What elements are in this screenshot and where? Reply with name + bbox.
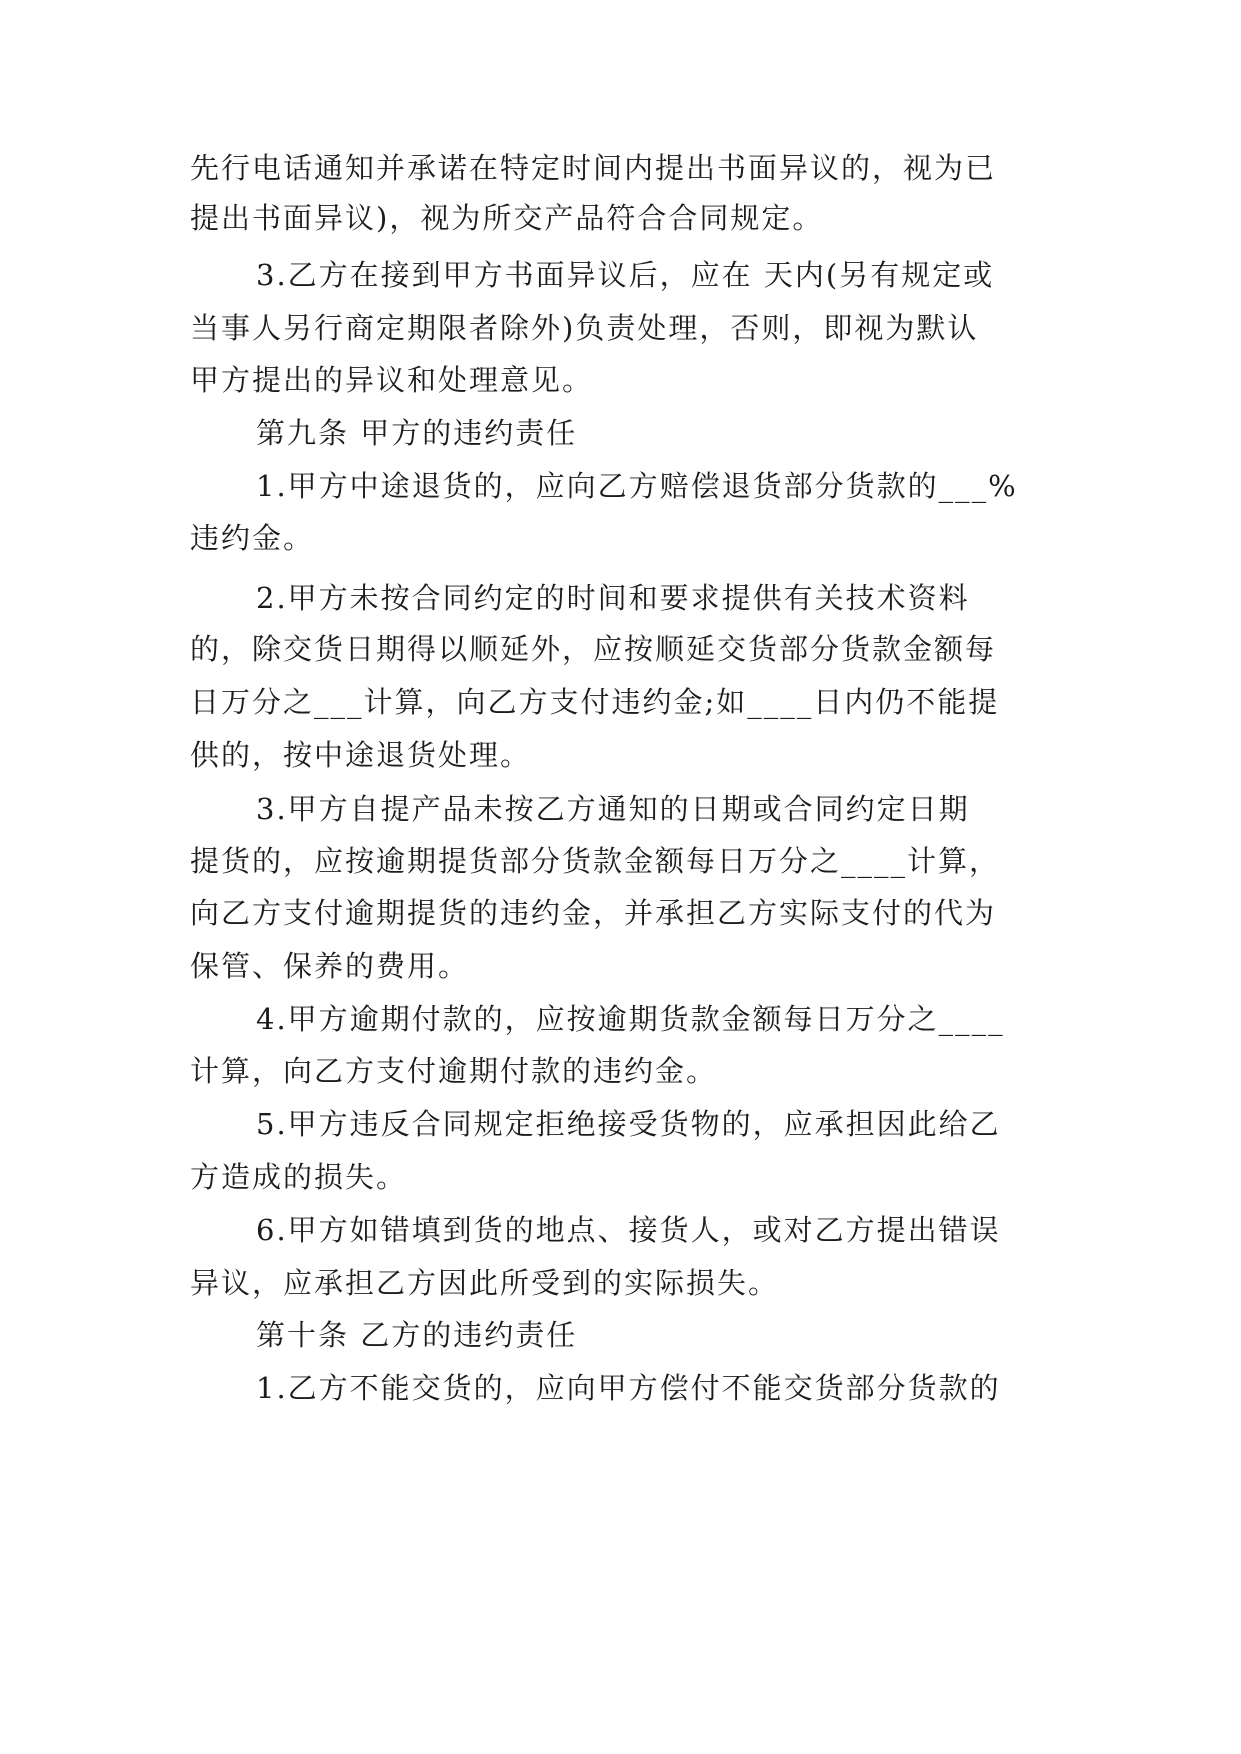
text-line: 4.甲方逾期付款的，应按逾期货款金额每日万分之____ [256, 1002, 1005, 1036]
text-line: 3.乙方在接到甲方书面异议后，应在 天内(另有规定或 [256, 258, 995, 292]
text-line: 方造成的损失。 [190, 1160, 408, 1194]
text-line: 日万分之___计算，向乙方支付违约金;如____日内仍不能提 [190, 685, 1000, 719]
text-line: 2.甲方未按合同约定的时间和要求提供有关技术资料 [256, 581, 970, 615]
text-line: 1.乙方不能交货的，应向甲方偿付不能交货部分货款的 [256, 1371, 1001, 1405]
text-line: 保管、保养的费用。 [190, 949, 470, 983]
text-line: 5.甲方违反合同规定拒绝接受货物的，应承担因此给乙 [256, 1107, 1001, 1141]
section-heading: 第十条 乙方的违约责任 [256, 1318, 578, 1352]
text-line: 提货的，应按逾期提货部分货款金额每日万分之____计算， [190, 844, 1001, 878]
text-line: 供的，按中途退货处理。 [190, 738, 532, 772]
section-heading: 第九条 甲方的违约责任 [256, 416, 578, 450]
text-line: 当事人另行商定期限者除外)负责处理，否则，即视为默认 [190, 311, 979, 345]
text-line: 3.甲方自提产品未按乙方通知的日期或合同约定日期 [256, 792, 970, 826]
text-line: 计算，向乙方支付逾期付款的违约金。 [190, 1054, 718, 1088]
text-line: 1.甲方中途退货的，应向乙方赔偿退货部分货款的___% [256, 469, 1018, 503]
text-line: 6.甲方如错填到货的地点、接货人，或对乙方提出错误 [256, 1213, 1001, 1247]
text-line: 先行电话通知并承诺在特定时间内提出书面异议的，视为已 [190, 151, 997, 185]
text-line: 提出书面异议)，视为所交产品符合合同规定。 [190, 201, 824, 235]
text-line: 异议，应承担乙方因此所受到的实际损失。 [190, 1266, 780, 1300]
text-line: 向乙方支付逾期提货的违约金，并承担乙方实际支付的代为 [190, 896, 997, 930]
text-line: 违约金。 [190, 521, 315, 555]
text-line: 甲方提出的异议和处理意见。 [190, 363, 594, 397]
text-line: 的，除交货日期得以顺延外，应按顺延交货部分货款金额每 [190, 632, 997, 666]
